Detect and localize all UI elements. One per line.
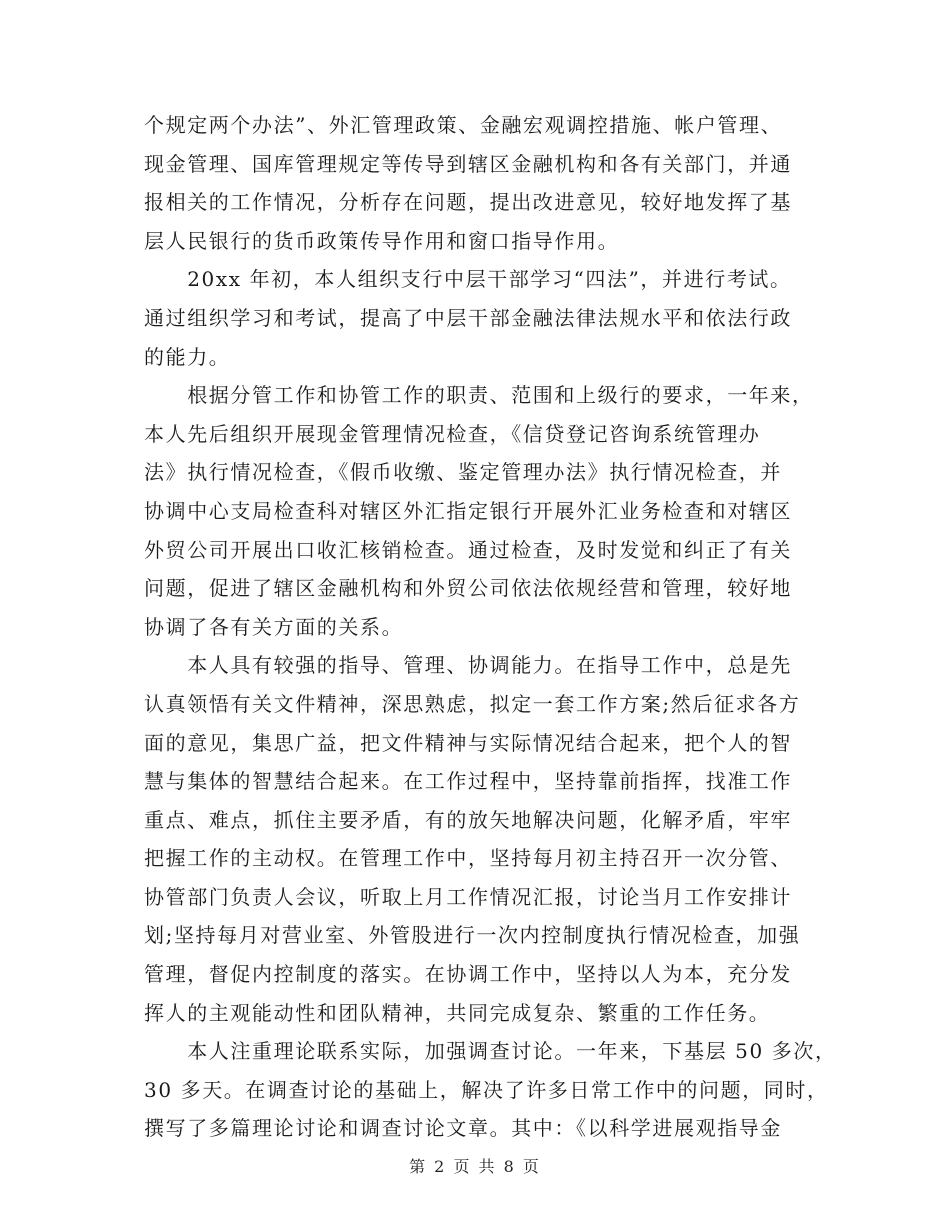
text-line: 20xx 年初，本人组织支行中层干部学习“四法”，并进行考试。 [144, 267, 792, 292]
text-line: 个规定两个办法”、外汇管理政策、金融宏观调控措施、帐户管理、 [144, 113, 783, 137]
paragraph [144, 376, 814, 646]
text-line: 撰写了多篇理论讨论和调查讨论文章。其中：《以科学进展观指导金 [144, 1116, 782, 1141]
text-line: 本人具有较强的指导、管理、协调能力。在指导工作中，总是先 [144, 653, 792, 678]
text-line: 问题，促进了辖区金融机构和外贸公司依法依规经营和管理，较好地 [144, 576, 792, 601]
text-line: 重点、难点，抓住主要矛盾，有的放矢地解决问题，化解矛盾，牢牢 [144, 807, 792, 832]
text-line: 外贸公司开展出口收汇核销检查。通过检查，及时发觉和纠正了有关 [144, 537, 792, 562]
text-line: 法》执行情况检查，《假币收缴、鉴定管理办法》执行情况检查，并 [144, 460, 782, 485]
text-line: 根据分管工作和协管工作的职责、范围和上级行的要求，一年来， [144, 383, 814, 408]
paragraph [144, 646, 804, 1032]
page-number-footer: 第 2 页 共 8 页 [409, 1157, 541, 1176]
paragraph [144, 260, 804, 376]
text-line: 面的意见，集思广益，把文件精神与实际情况结合起来，把个人的智 [144, 730, 792, 755]
text-line: 把握工作的主动权。在管理工作中，坚持每月初主持召开一次分管、 [144, 846, 792, 871]
paragraph [144, 106, 804, 260]
text-line: 协调了各有关方面的关系。 [144, 614, 404, 639]
text-line: 协管部门负责人会议，听取上月工作情况汇报，讨论当月工作安排计 [144, 884, 792, 909]
text-line: 的能力。 [144, 344, 231, 369]
document-body [144, 106, 837, 1148]
text-line: 认真领悟有关文件精神，深思熟虑，拟定一套工作方案;然后征求各方 [144, 691, 801, 716]
text-line: 划;坚持每月对营业室、外管股进行一次内控制度执行情况检查，加强 [144, 923, 801, 948]
text-line: 30 多天。在调查讨论的基础上，解决了许多日常工作中的问题，同时， [144, 1077, 829, 1102]
text-line: 慧与集体的智慧结合起来。在工作过程中，坚持靠前指挥，找准工作 [144, 769, 792, 794]
text-line: 管理，督促内控制度的落实。在协调工作中，坚持以人为本，充分发 [144, 962, 792, 987]
text-line: 挥人的主观能动性和团队精神，共同完成复杂、繁重的工作任务。 [144, 1000, 771, 1025]
text-line: 本人先后组织开展现金管理情况检查，《信贷登记咨询系统管理办 [144, 421, 761, 446]
text-line: 报相关的工作情况，分析存在问题，提出改进意见，较好地发挥了基 [144, 190, 792, 215]
paragraph [144, 1032, 837, 1148]
text-line: 本人注重理论联系实际，加强调查讨论。一年来，下基层 50 多次， [144, 1039, 837, 1064]
text-line: 现金管理、国库管理规定等传导到辖区金融机构和各有关部门，并通 [144, 151, 792, 176]
text-line: 层人民银行的货币政策传导作用和窗口指导作用。 [144, 228, 620, 253]
text-line: 通过组织学习和考试，提高了中层干部金融法律法规水平和依法行政 [144, 305, 792, 330]
text-line: 协调中心支局检查科对辖区外汇指定银行开展外汇业务检查和对辖区 [144, 498, 792, 523]
